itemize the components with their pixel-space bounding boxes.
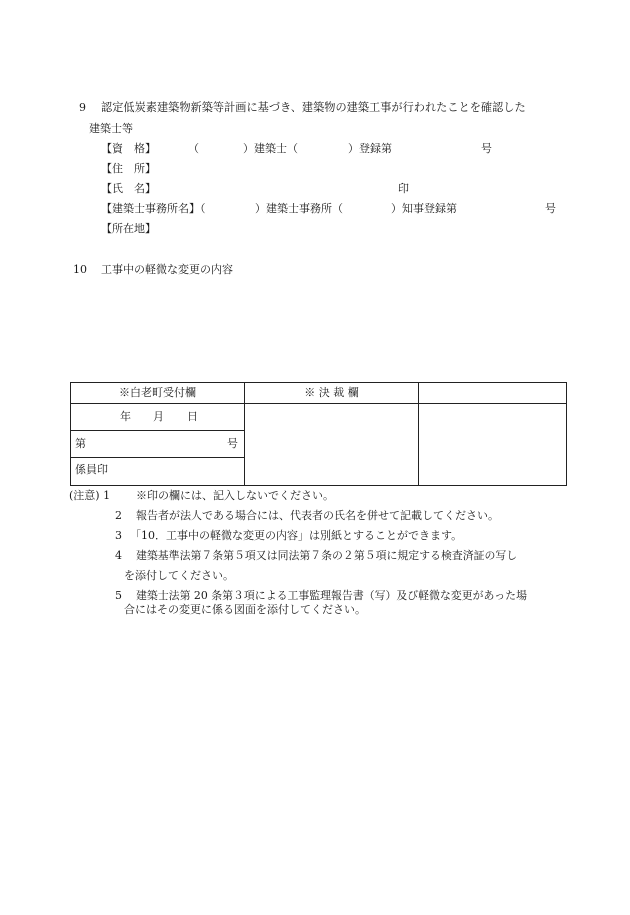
- date-year-label: 年: [120, 410, 131, 423]
- table-header-divider: [70, 403, 567, 404]
- note-3-text: 「10．工事中の軽微な変更の内容」は別紙とすることができます。: [130, 529, 463, 542]
- section-9-line1: 認定低炭素建築物新築等計画に基づき、建築物の建築工事が行われたことを確認した: [101, 101, 526, 114]
- office-text2: ）知事登録第: [391, 202, 457, 215]
- seal-mark: 印: [398, 182, 409, 195]
- location-label: 【所在地】: [101, 222, 156, 235]
- address-label: 【住 所】: [101, 162, 156, 175]
- date-day-label: 日: [187, 410, 198, 423]
- note-3-number: 3: [115, 529, 122, 542]
- reception-column-header: ※白老町受付欄: [119, 386, 196, 399]
- section-10-number: 10: [73, 263, 87, 276]
- qualification-text1: ）建築士（: [243, 142, 298, 155]
- table-row-divider-1: [70, 430, 245, 431]
- note-1-text: ※印の欄には、記入しないでください。: [136, 489, 334, 502]
- note-5-number: 5: [115, 589, 122, 602]
- office-text1: ）建築士事務所（: [255, 202, 343, 215]
- receipt-number-suffix: 号: [227, 437, 238, 450]
- approval-column-header: ※ 決 裁 欄: [304, 386, 359, 399]
- note-5-text-line1: 建築士法第 20 条第３項による工事監理報告書（写）及び軽微な変更があった場: [136, 589, 527, 602]
- date-month-label: 月: [153, 410, 164, 423]
- qualification-text2: ）登録第: [348, 142, 392, 155]
- staff-seal-label: 係員印: [75, 463, 108, 476]
- section-9-line2: 建築士等: [89, 122, 133, 135]
- receipt-number-prefix: 第: [75, 437, 86, 450]
- name-label: 【氏 名】: [101, 182, 156, 195]
- qualification-paren-open: （: [188, 142, 199, 155]
- office-label: 【建築士事務所名】（: [101, 202, 206, 215]
- note-4-text-line1: 建築基準法第７条第５項又は同法第７条の２第５項に規定する検査済証の写し: [136, 549, 518, 562]
- note-5-text-line2: 合にはその変更に係る図面を添付してください。: [124, 603, 366, 616]
- office-number-suffix: 号: [545, 202, 556, 215]
- note-2-number: 2: [115, 509, 122, 522]
- note-4-text-line2: を添付してください。: [124, 569, 234, 582]
- section-10-title: 工事中の軽微な変更の内容: [101, 263, 233, 276]
- qualification-label: 【資 格】: [101, 142, 156, 155]
- notes-heading: (注意) 1: [69, 489, 111, 502]
- note-2-text: 報告者が法人である場合には、代表者の氏名を併せて記載してください。: [136, 509, 499, 522]
- section-9-number: 9: [79, 101, 86, 114]
- qualification-number-suffix: 号: [481, 142, 492, 155]
- note-4-number: 4: [115, 549, 122, 562]
- table-row-divider-2: [70, 457, 245, 458]
